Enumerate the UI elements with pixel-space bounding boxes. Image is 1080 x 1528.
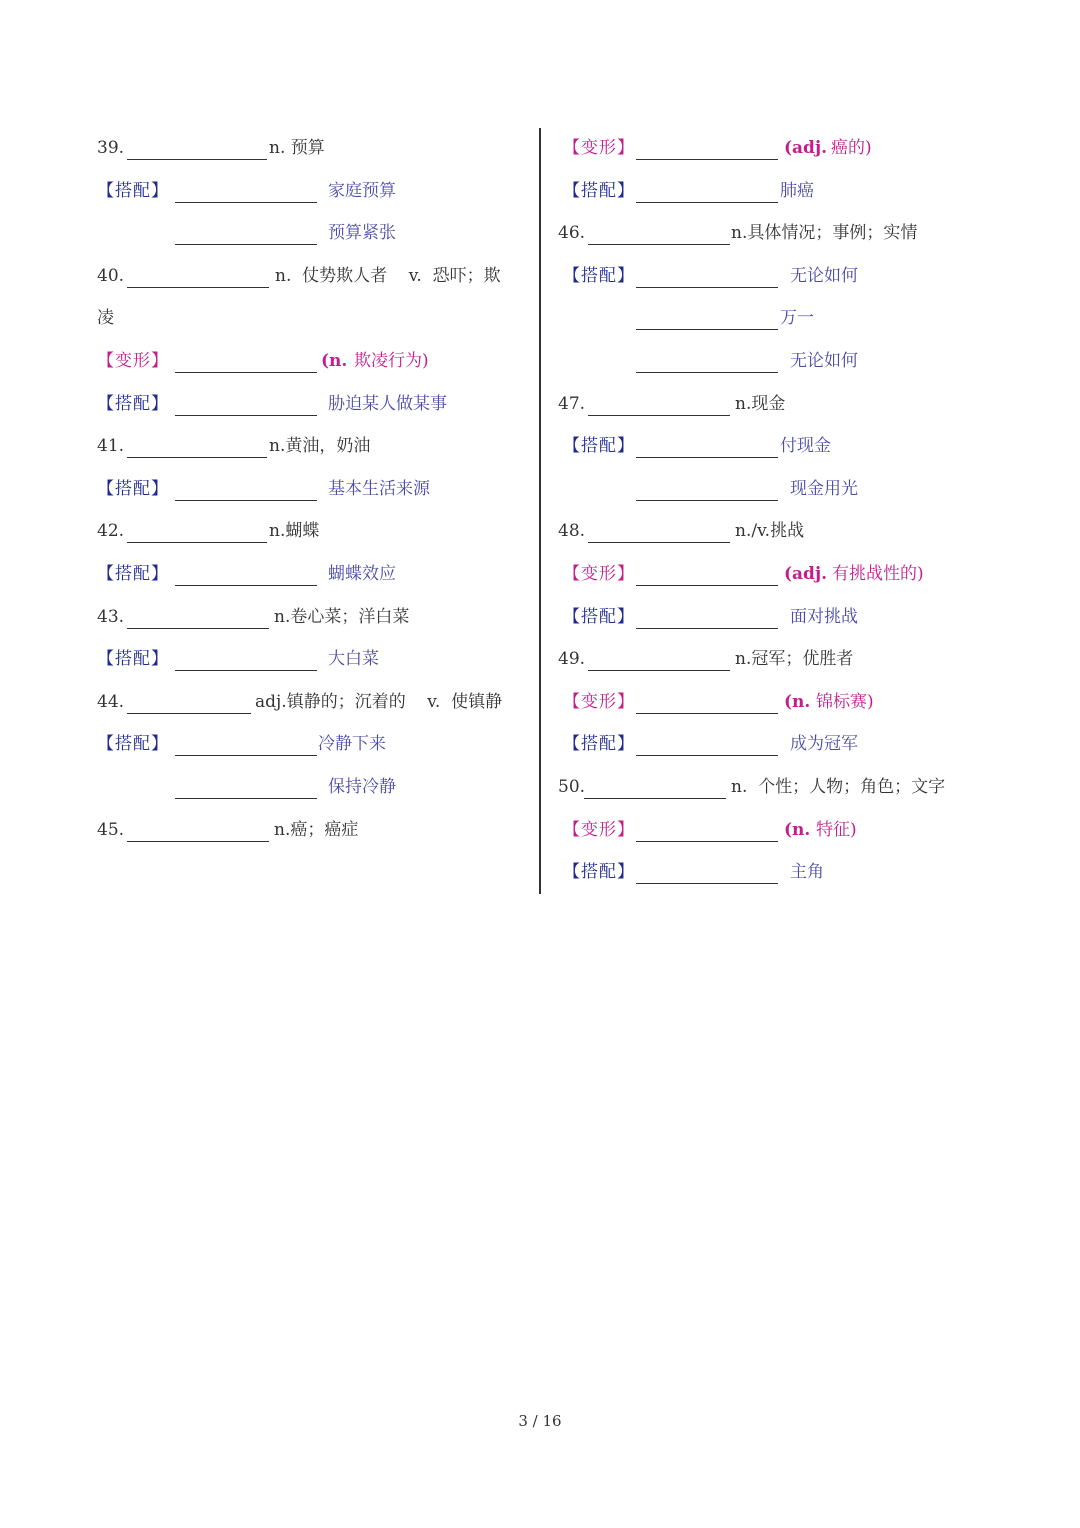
match-tag: 【搭配】 <box>563 436 635 457</box>
entry-gloss: n.癌；癌症 <box>274 819 359 840</box>
collocation-gloss: 家庭预算 <box>328 180 396 201</box>
entry-gloss: n.现金 <box>735 393 786 414</box>
form-line <box>558 554 998 597</box>
entry-number: 45. <box>97 819 125 840</box>
form-line <box>558 682 998 725</box>
collocation-gloss: 成为冠军 <box>790 734 858 755</box>
form-tag: 【变形】 <box>97 350 169 371</box>
answer-blank[interactable] <box>127 140 267 160</box>
entry-gloss: n.蝴蝶 <box>269 521 320 542</box>
form-tag: 【变形】 <box>563 138 635 158</box>
match-tag: 【搭配】 <box>97 734 169 755</box>
collocation-line <box>558 298 998 341</box>
answer-blank[interactable] <box>588 225 730 245</box>
entry-41-line <box>97 426 527 469</box>
collocation-line <box>558 852 998 895</box>
answer-blank[interactable] <box>175 736 317 756</box>
answer-blank[interactable] <box>175 396 317 416</box>
form-gloss: 欺凌行为) <box>354 350 429 371</box>
form-tag: 【变形】 <box>563 819 635 840</box>
entry-44-line <box>97 682 527 725</box>
answer-blank[interactable] <box>127 268 269 288</box>
form-pos: (n. <box>784 691 811 712</box>
answer-blank[interactable] <box>636 566 778 586</box>
collocation-line <box>97 639 527 682</box>
entry-gloss: n.卷心菜；洋白菜 <box>274 606 410 627</box>
collocation-line <box>97 767 527 810</box>
collocation-line <box>97 384 527 427</box>
match-tag: 【搭配】 <box>563 606 635 627</box>
answer-blank[interactable] <box>584 779 726 799</box>
entry-gloss: n. 预算 <box>269 138 325 158</box>
entry-number: 49. <box>558 649 586 670</box>
entry-40-wrap-line <box>97 298 527 341</box>
collocation-line <box>558 256 998 299</box>
entry-number: 42. <box>97 521 125 542</box>
collocation-gloss: 蝴蝶效应 <box>328 563 396 584</box>
entry-number: 50. <box>558 776 586 797</box>
match-tag: 【搭配】 <box>563 265 635 286</box>
answer-blank[interactable] <box>636 822 778 842</box>
answer-blank[interactable] <box>588 523 730 543</box>
match-tag: 【搭配】 <box>563 734 635 755</box>
form-line <box>97 341 527 384</box>
collocation-line <box>97 554 527 597</box>
answer-blank[interactable] <box>636 481 778 501</box>
form-gloss: 特征) <box>816 819 857 840</box>
left-column <box>97 128 527 852</box>
answer-blank[interactable] <box>175 566 317 586</box>
entry-39-line <box>97 128 527 171</box>
answer-blank[interactable] <box>175 779 317 799</box>
form-pos: (n. <box>321 350 348 371</box>
match-tag: 【搭配】 <box>97 180 169 201</box>
answer-blank[interactable] <box>175 481 317 501</box>
collocation-gloss: 面对挑战 <box>790 606 858 627</box>
collocation-line <box>97 724 527 767</box>
answer-blank[interactable] <box>127 822 269 842</box>
form-tag: 【变形】 <box>563 563 635 584</box>
answer-blank[interactable] <box>636 353 778 373</box>
answer-blank[interactable] <box>636 609 778 629</box>
entry-number: 44. <box>97 691 125 712</box>
collocation-gloss: 胁迫某人做某事 <box>328 393 447 414</box>
collocation-line <box>558 426 998 469</box>
collocation-gloss: 现金用光 <box>790 478 858 499</box>
answer-blank[interactable] <box>175 651 317 671</box>
answer-blank[interactable] <box>127 523 267 543</box>
entry-number: 43. <box>97 606 125 627</box>
entry-gloss: n.冠军；优胜者 <box>735 649 854 670</box>
entry-47-line <box>558 384 998 427</box>
answer-blank[interactable] <box>636 310 778 330</box>
collocation-gloss: 保持冷静 <box>328 776 396 797</box>
answer-blank[interactable] <box>636 864 778 884</box>
form-pos: (adj. <box>784 138 828 158</box>
right-column <box>558 128 998 895</box>
answer-blank[interactable] <box>175 183 317 203</box>
collocation-gloss: 万一 <box>780 308 814 329</box>
entry-49-line <box>558 639 998 682</box>
answer-blank[interactable] <box>588 396 730 416</box>
column-divider <box>539 128 541 894</box>
collocation-line <box>558 469 998 512</box>
collocation-gloss: 大白菜 <box>328 649 379 670</box>
entry-50-line <box>558 767 998 810</box>
collocation-gloss: 冷静下来 <box>318 734 386 755</box>
page-number: 3 / 16 <box>518 1412 562 1430</box>
collocation-gloss: 主角 <box>790 862 824 883</box>
entry-gloss-wrap: 凌 <box>97 308 114 329</box>
entry-number: 48. <box>558 521 586 542</box>
form-gloss: 有挑战性的) <box>832 563 924 584</box>
entry-gloss: n. 个性；人物；角色；文字 <box>731 776 946 797</box>
entry-number: 40. <box>97 265 125 286</box>
entry-gloss: adj.镇静的；沉着的 v. 使镇静 <box>255 691 503 712</box>
answer-blank[interactable] <box>127 438 267 458</box>
form-gloss: 癌的) <box>831 138 872 158</box>
entry-number: 41. <box>97 436 125 457</box>
answer-blank[interactable] <box>127 609 269 629</box>
collocation-gloss: 付现金 <box>780 436 831 457</box>
answer-blank[interactable] <box>127 694 251 714</box>
answer-blank[interactable] <box>636 694 778 714</box>
collocation-line <box>558 597 998 640</box>
entry-48-line <box>558 511 998 554</box>
collocation-line <box>558 171 998 214</box>
entry-gloss: n.黄油，奶油 <box>269 436 371 457</box>
collocation-gloss: 无论如何 <box>790 265 858 286</box>
entry-40-line <box>97 256 527 299</box>
collocation-line <box>97 171 527 214</box>
match-tag: 【搭配】 <box>97 649 169 670</box>
collocation-gloss: 预算紧张 <box>328 223 396 244</box>
answer-blank[interactable] <box>588 651 730 671</box>
collocation-line <box>558 341 998 384</box>
form-tag: 【变形】 <box>563 691 635 712</box>
entry-43-line <box>97 597 527 640</box>
collocation-line <box>558 724 998 767</box>
form-pos: (adj. <box>784 563 828 584</box>
entry-gloss: n./v.挑战 <box>735 521 805 542</box>
answer-blank[interactable] <box>636 438 778 458</box>
match-tag: 【搭配】 <box>563 862 635 883</box>
entry-gloss: n. 仗势欺人者 v. 恐吓；欺 <box>275 265 501 286</box>
collocation-line <box>97 213 527 256</box>
collocation-line <box>97 469 527 512</box>
answer-blank[interactable] <box>175 353 317 373</box>
form-gloss: 锦标赛) <box>816 691 874 712</box>
answer-blank[interactable] <box>636 268 778 288</box>
collocation-gloss: 无论如何 <box>790 350 858 371</box>
entry-42-line <box>97 511 527 554</box>
answer-blank[interactable] <box>636 183 778 203</box>
entry-gloss: n.具体情况；事例；实情 <box>731 223 918 244</box>
match-tag: 【搭配】 <box>563 180 635 201</box>
match-tag: 【搭配】 <box>97 563 169 584</box>
match-tag: 【搭配】 <box>97 478 169 499</box>
answer-blank[interactable] <box>636 736 778 756</box>
collocation-gloss: 基本生活来源 <box>328 478 430 499</box>
form-line <box>558 810 998 853</box>
entry-number: 39. <box>97 138 125 158</box>
collocation-gloss: 肺癌 <box>780 180 814 201</box>
form-line <box>558 128 998 171</box>
entry-number: 47. <box>558 393 586 414</box>
match-tag: 【搭配】 <box>97 393 169 414</box>
answer-blank[interactable] <box>175 225 317 245</box>
entry-number: 46. <box>558 223 586 244</box>
entry-45-line <box>97 810 527 853</box>
entry-46-line <box>558 213 998 256</box>
form-pos: (n. <box>784 819 811 840</box>
answer-blank[interactable] <box>636 140 778 160</box>
